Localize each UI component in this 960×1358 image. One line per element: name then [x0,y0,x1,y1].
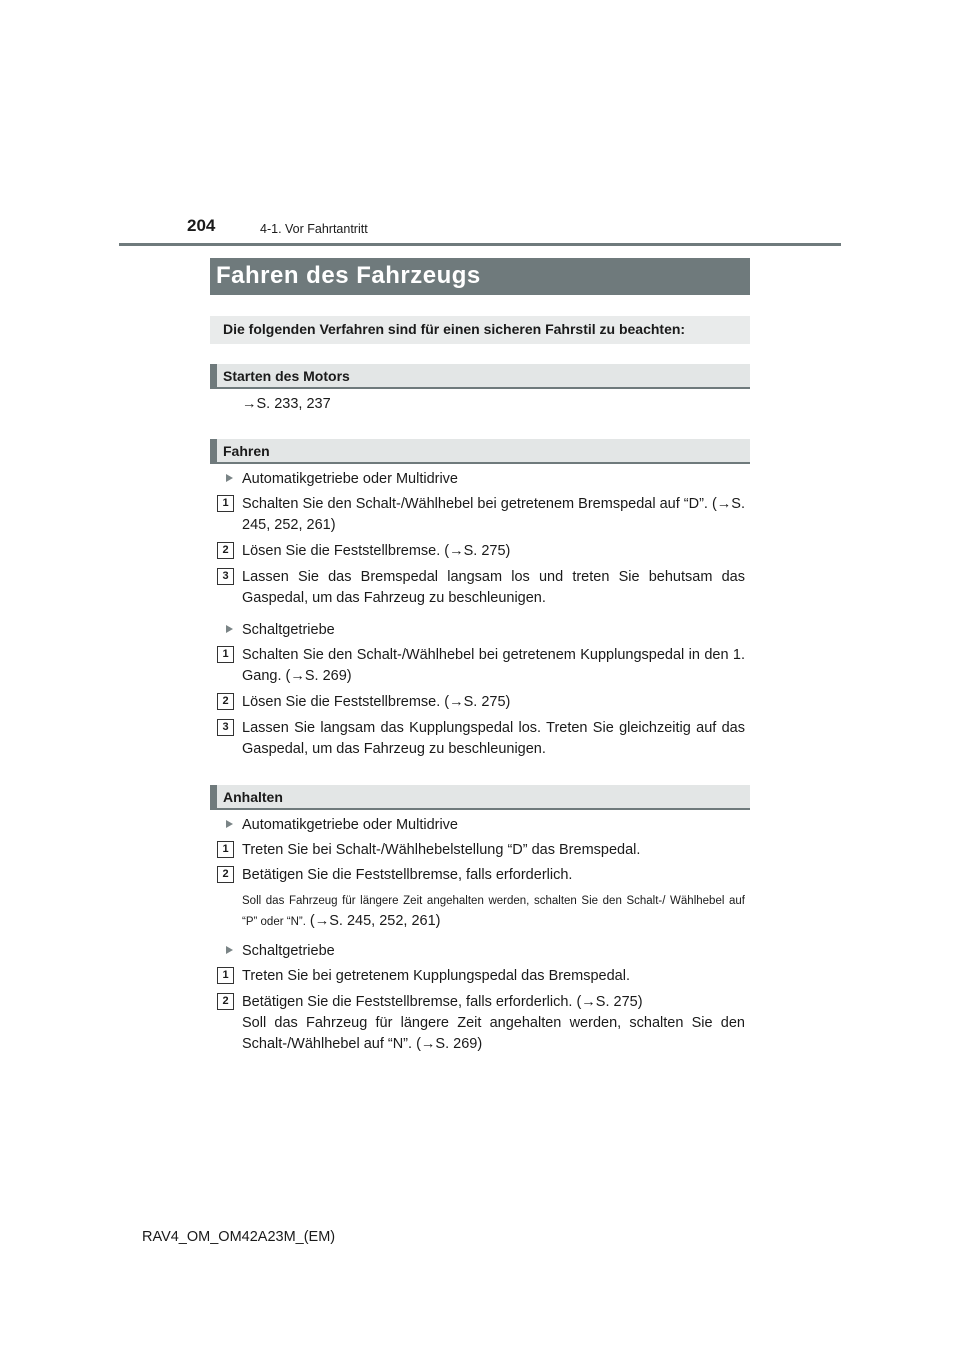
step-text: Lösen Sie die Feststellbremse. (→S. 275) [242,694,511,710]
step-number-badge: 3 [217,719,234,736]
section-heading-starten: Starten des Motors [210,364,750,389]
header-divider [119,243,841,246]
subheading-fahren-manual: Schaltgetriebe [226,620,335,641]
step-number-badge: 1 [217,841,234,858]
subheading-anhalten-manual: Schaltgetriebe [226,941,335,962]
starten-reference: →S. 233, 237 [242,396,331,412]
step-text: Schalten Sie den Schalt-/Wählhebel bei getretenem Bremspedal auf “D”. (→S. 245, 252, 261) [242,496,745,533]
step-number-badge: 1 [217,646,234,663]
page-number: 204 [187,216,216,235]
page-title: Fahren des Fahrzeugs [210,258,750,295]
step-text: Schalten Sie den Schalt-/Wählhebel bei getretenem Kupplungspedal in den 1. Gang. (→S. 269) [242,647,745,684]
step-number-badge: 2 [217,693,234,710]
triangle-bullet-icon [226,946,233,954]
section-heading-fahren: Fahren [210,439,750,464]
step-text: Betätigen Sie die Feststellbremse, falls erforderlich. [242,867,573,883]
intro-box: Die folgenden Verfahren sind für einen sicheren Fahrstil zu beachten: [210,316,750,344]
step-text: Lassen Sie das Bremspedal langsam los und treten Sie behutsam das Gaspedal, um das Fahrzeug zu beschleunigen. [242,569,745,606]
step-number-badge: 1 [217,495,234,512]
section-heading-anhalten: Anhalten [210,785,750,810]
step-number-badge: 3 [217,568,234,585]
step-number-badge: 2 [217,542,234,559]
document-code: RAV4_OM_OM42A23M_(EM) [142,1229,336,1245]
triangle-bullet-icon [226,820,233,828]
chapter-label: 4-1. Vor Fahrtantritt [260,222,368,236]
step-text: Lassen Sie langsam das Kupplungspedal los. Treten Sie gleichzeitig auf das Gaspedal, um das Fahrzeug zu beschleunigen. [242,720,745,757]
triangle-bullet-icon [226,625,233,633]
triangle-bullet-icon [226,474,233,482]
step-text: Lösen Sie die Feststellbremse. (→S. 275) [242,543,511,559]
step-number-badge: 2 [217,866,234,883]
stop-note: Soll das Fahrzeug für längere Zeit angehalten werden, schalten Sie den Schalt-/ Wählhebel auf “P” oder “N”. (→S. 245, 252, 261) [242,895,745,929]
step-text: Betätigen Sie die Feststellbremse, falls erforderlich. (→S. 275) [242,994,643,1010]
subheading-anhalten-auto: Automatikgetriebe oder Multidrive [226,815,458,836]
subheading-fahren-auto: Automatikgetriebe oder Multidrive [226,469,458,490]
step-number-badge: 2 [217,993,234,1010]
step-number-badge: 1 [217,967,234,984]
step-text: Treten Sie bei getretenem Kupplungspedal das Bremspedal. [242,968,630,984]
step-text: Treten Sie bei Schalt-/Wählhebelstellung “D” das Bremspedal. [242,842,641,858]
stop-note: Soll das Fahrzeug für längere Zeit angehalten werden, schalten Sie den Schalt-/Wählhebel auf “N”. (→S. 269) [242,1015,745,1052]
